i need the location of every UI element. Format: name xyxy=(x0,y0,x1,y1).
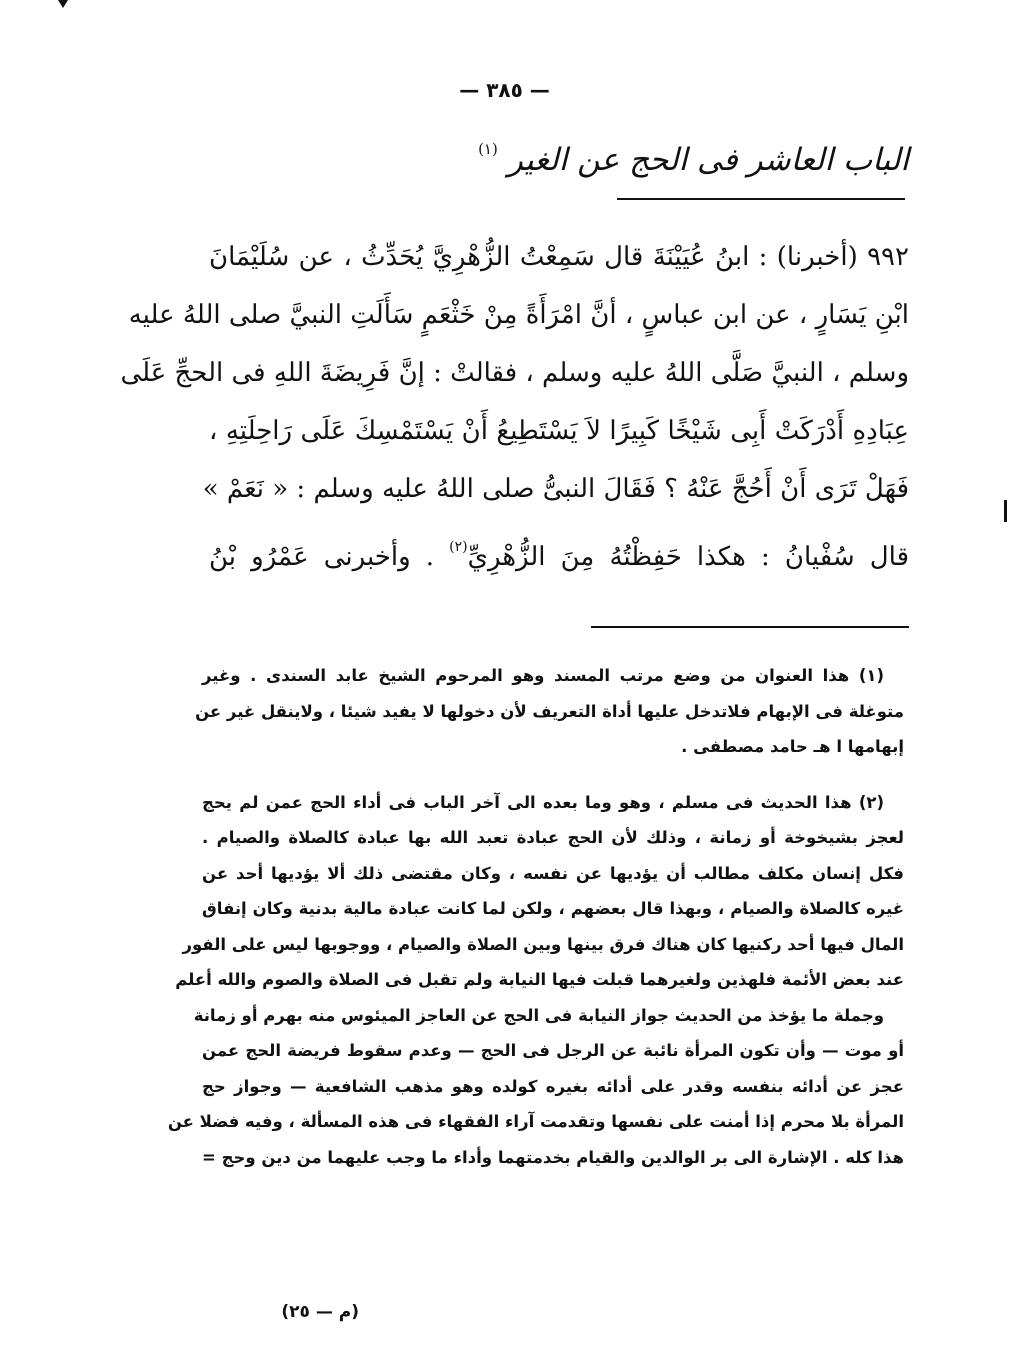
footnote-line: هذا كله . الإشارة الى بر الوالدين والقيام بخدمتهما وأداء ما وجب عليهما من دين وحج = xyxy=(202,1147,904,1167)
footnote-line: إبهامها ا هـ حامد مصطفى . xyxy=(681,737,904,756)
text-segment: . وأخبرنى عَمْرُو بْنُ xyxy=(209,542,435,572)
footnote-line: متوغلة فى الإبهام فلاتدخل عليها أداة التعريف لأن دخولها لا يفيد شيئا ، ولاينقل غير عن xyxy=(195,701,904,721)
scan-edge-mark xyxy=(1004,500,1007,522)
footnote-line: وجملة ما يؤخذ من الحديث جواز النيابة فى الحج عن العاجز الميئوس منه بهرم أو زمانة xyxy=(193,1005,884,1025)
footnote-line: عجز عن أدائه بنفسه وقدر على أدائه بغيره كولده وهو مذهب الشافعية — وجواز حج xyxy=(202,1076,904,1096)
footnote-line: عند بعض الأئمة فلهذين ولغيرهما قبلت فيها النيابة ولم تقبل فى الصلاة والصوم والله أعلم xyxy=(175,970,904,989)
corner-mark xyxy=(58,0,68,8)
footnotes xyxy=(167,658,904,1175)
text-segment: قال سُفْيانُ : هكذا حَفِظْتُهُ مِنَ الزُّهْرِيِّ xyxy=(467,542,909,572)
text-line: عِبَادِهِ أَدْرَكَتْ أَبِى شَيْخًا كَبِيرًا لاَ يَسْتَطِيعُ أَنْ يَسْتَمْسِكَ عَلَى رَاحِلَتِهِ ، xyxy=(209,416,909,446)
footnote-line: غيره كالصلاة والصيام ، وبهذا قال بعضهم ، ولكن لما كانت عبادة مالية بدنية وكان إنفاق xyxy=(202,899,904,918)
title-underline xyxy=(617,198,905,200)
page-number: — ٣٨٥ — xyxy=(459,78,550,102)
footnote-line: لعجز بشيخوخة أو زمانة ، وذلك لأن الحج عبادة تعبد الله بها عبادة كالصلاة والصيام . xyxy=(202,828,904,847)
chapter-title xyxy=(478,140,909,182)
footnote-line: (٢) هذا الحديث فى مسلم ، وهو وما بعده الى آخر الباب فى أداء الحج عمن لم يحج xyxy=(202,792,884,812)
text-line xyxy=(209,518,909,576)
printer-signature: (م — ٢٥) xyxy=(281,1302,359,1322)
text-line: وسلم ، النبيَّ صَلَّى اللهُ عليه وسلم ، فقالتْ : إنَّ فَرِيضَةَ اللهِ فى الحجِّ عَلَى xyxy=(120,358,909,388)
footnote-line: المرأة بلا محرم إذا أمنت على نفسها وتقدمت آراء الفقهاء فى هذه المسألة ، وفيه فضلا عن xyxy=(167,1112,904,1131)
footnote-line: (١) هذا العنوان من وضع مرتب المسند وهو المرحوم الشيخ عابد السندى . وغير xyxy=(202,666,884,685)
text-line: ٩٩٢ (أخبرنا) : ابنُ عُيَيْنَةَ قال سَمِعْتُ الزُّهْرِيَّ يُحَدِّثُ ، عن سُلَيْمَانَ xyxy=(209,242,909,272)
footnote-line: فكل إنسان مكلف مطالب أن يؤديها عن نفسه ، وكان مقتضى ذلك ألا يؤديها أحد عن xyxy=(202,863,904,883)
text-line: ابْنِ يَسَارٍ ، عن ابن عباسٍ ، أنَّ امْرَأَةً مِنْ خَثْعَمٍ سَأَلَتِ النبيَّ صلى اللهُ عليه xyxy=(128,300,909,330)
chapter-title-text: الباب العاشر فى الحج عن الغير xyxy=(507,142,909,178)
footnote-ref: (٢) xyxy=(449,539,468,555)
footnote-2-continuation xyxy=(167,998,904,1176)
footnote-gap xyxy=(202,765,904,785)
footnote-1 xyxy=(195,658,904,765)
footnote-2 xyxy=(175,785,904,998)
chapter-title-footnote-ref: (١) xyxy=(478,140,498,158)
hadith-text xyxy=(120,228,909,576)
footnote-separator xyxy=(591,626,909,628)
footnote-line: المال فيها أحد ركنيها كان هناك فرق بينها وبين الصلاة والصيام ، ووجوبها ليس على الفور xyxy=(182,934,904,954)
text-line: فَهَلْ تَرَى أَنْ أَحُجَّ عَنْهُ ؟ فَقَالَ النبىُّ صلى اللهُ عليه وسلم : « نَعَمْ » xyxy=(202,474,909,504)
footnote-line: أو موت — وأن تكون المرأة نائبة عن الرجل فى الحج — وعدم سقوط فريضة الحج عمن xyxy=(202,1041,904,1060)
